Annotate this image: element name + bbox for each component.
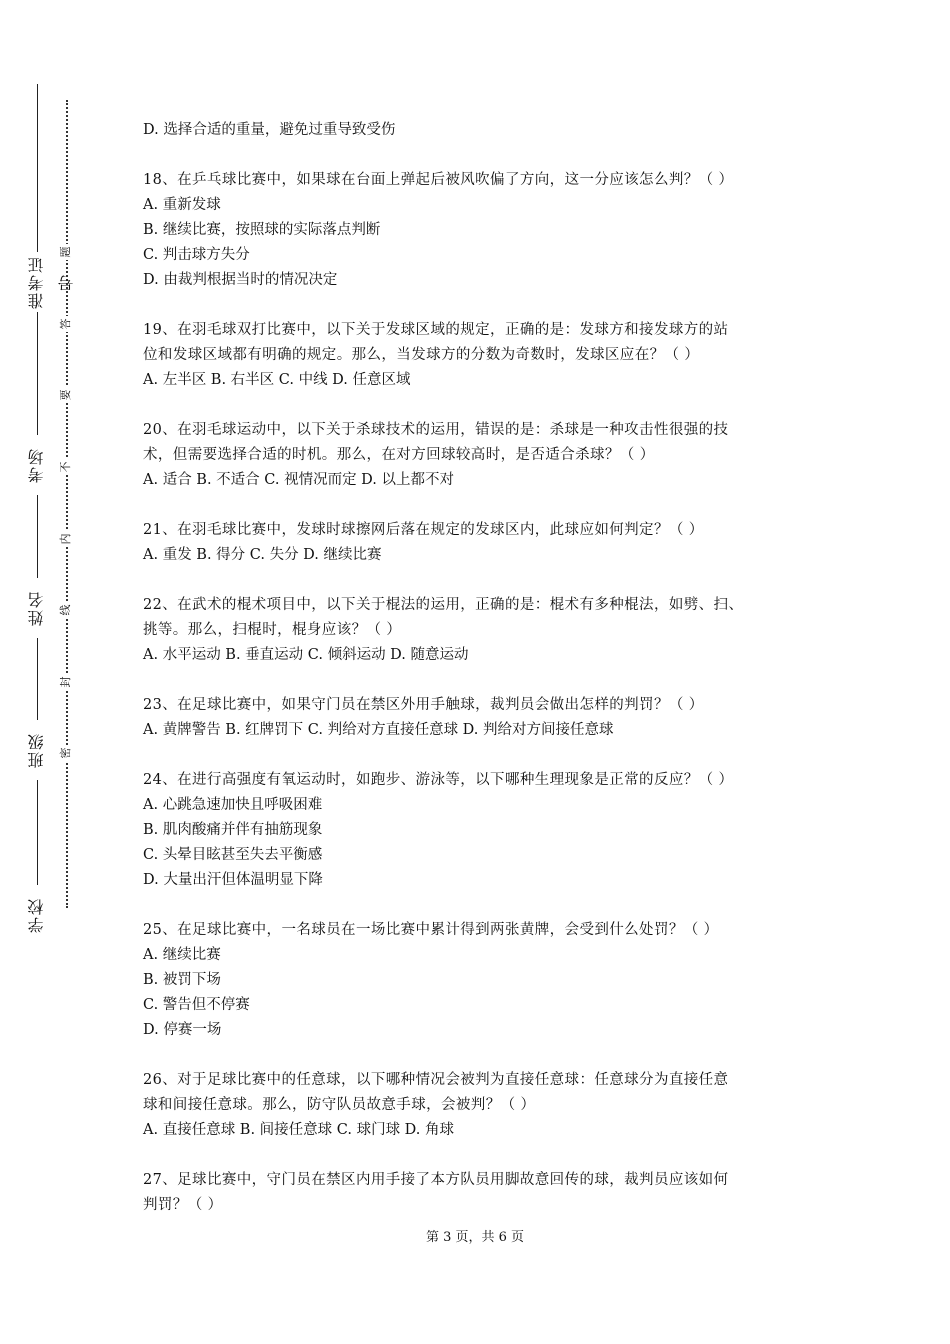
question-item <box>143 768 808 893</box>
seal-char-bu: 不 <box>57 459 75 475</box>
question-stem-line: 23、在足球比赛中，如果守门员在禁区外用手触球，裁判员会做出怎样的判罚？（ ） <box>143 697 704 713</box>
seal-char-ti: 题 <box>57 244 75 260</box>
question-stem-line: 位和发球区域都有明确的规定。那么，当发球方的分数为奇数时，发球区应在？（ ） <box>143 347 700 363</box>
answer-option: C. 头晕目眩甚至失去平衡感 <box>143 847 323 863</box>
question-content <box>143 118 808 1218</box>
question-gap <box>143 568 808 593</box>
answer-option: A. 重发 B. 得分 C. 失分 D. 继续比赛 <box>143 547 382 563</box>
school-label: 学校 <box>22 885 52 945</box>
binding-dotted-line <box>66 100 68 908</box>
question-gap <box>143 743 808 768</box>
seal-char-da: 答 <box>57 316 75 332</box>
question-item <box>143 518 808 568</box>
question-stem-line: 19、在羽毛球双打比赛中，以下关于发球区域的规定，正确的是：发球方和接发球方的站 <box>143 322 729 338</box>
question-stem-line: 21、在羽毛球比赛中，发球时球擦网后落在规定的发球区内，此球应如何判定？（ ） <box>143 522 704 538</box>
answer-option: B. 被罚下场 <box>143 972 221 988</box>
answer-option: A. 适合 B. 不适合 C. 视情况而定 D. 以上都不对 <box>143 472 455 488</box>
answer-option: D. 大量出汗但体温明显下降 <box>143 872 323 888</box>
answer-option: B. 肌肉酸痛并伴有抽筋现象 <box>143 822 323 838</box>
question-stem-line: 25、在足球比赛中，一名球员在一场比赛中累计得到两张黄牌，会受到什么处罚？（ ） <box>143 922 719 938</box>
question-item <box>143 693 808 743</box>
question-item <box>143 593 808 668</box>
question-gap <box>143 293 808 318</box>
question-list <box>143 143 808 1218</box>
question-item <box>143 1068 808 1143</box>
question-gap <box>143 493 808 518</box>
page-footer: 第 3 页，共 6 页 <box>425 1230 525 1245</box>
question-item <box>143 168 808 293</box>
answer-option: A. 水平运动 B. 垂直运动 C. 倾斜运动 D. 随意运动 <box>143 647 469 663</box>
question-gap <box>143 668 808 693</box>
binding-solid-line <box>37 84 38 922</box>
question-stem-line: 球和间接任意球。那么，防守队员故意手球，会被判？（ ） <box>143 1097 536 1113</box>
answer-option: C. 警告但不停赛 <box>143 997 250 1013</box>
answer-option: A. 继续比赛 <box>143 947 221 963</box>
seal-char-mi: 密 <box>57 745 75 761</box>
seal-char-feng: 封 <box>57 674 75 690</box>
question-stem-line: 判罚？（ ） <box>143 1197 223 1213</box>
seal-char-nei: 内 <box>57 531 75 547</box>
answer-option: A. 直接任意球 B. 间接任意球 C. 球门球 D. 角球 <box>143 1122 455 1138</box>
answer-option: D. 由裁判根据当时的情况决定 <box>143 272 338 288</box>
class-label: 班级 <box>22 720 52 780</box>
question-gap <box>143 1043 808 1068</box>
exam-room-label: 考场 <box>22 435 52 495</box>
student-name-label: 姓名 <box>22 578 52 638</box>
question-stem-line: 20、在羽毛球运动中，以下关于杀球技术的运用，错误的是：杀球是一种攻击性很强的技 <box>143 422 729 438</box>
question-item <box>143 1168 808 1218</box>
seal-char-yao: 要 <box>57 387 75 403</box>
question-gap <box>143 893 808 918</box>
answer-option: A. 黄牌警告 B. 红牌罚下 C. 判给对方直接任意球 D. 判给对方间接任意球 <box>143 722 614 738</box>
binding-margin <box>0 0 90 1344</box>
question-item <box>143 918 808 1043</box>
answer-option: D. 停赛一场 <box>143 1022 222 1038</box>
question-item <box>143 318 808 393</box>
answer-option: A. 重新发球 <box>143 197 221 213</box>
previous-option: D. 选择合适的重量，避免过重导致受伤 <box>143 122 396 138</box>
question-gap <box>143 143 808 168</box>
question-stem-line: 挑等。那么，扫棍时，棍身应该？（ ） <box>143 622 402 638</box>
question-item <box>143 418 808 493</box>
question-stem-line: 22、在武术的棍术项目中，以下关于棍法的运用，正确的是：棍术有多种棍法，如劈、扫、 <box>143 597 744 613</box>
question-stem-line: 26、对于足球比赛中的任意球，以下哪种情况会被判为直接任意球：任意球分为直接任意 <box>143 1072 729 1088</box>
question-gap <box>143 393 808 418</box>
question-stem-line: 术，但需要选择合适的时机。那么，在对方回球较高时，是否适合杀球？（ ） <box>143 447 655 463</box>
question-stem-line: 27、足球比赛中，守门员在禁区内用手接了本方队员用脚故意回传的球，裁判员应该如何 <box>143 1172 729 1188</box>
answer-option: B. 继续比赛，按照球的实际落点判断 <box>143 222 381 238</box>
question-gap <box>143 1143 808 1168</box>
exam-number-label: 准考证号 <box>22 252 52 312</box>
answer-option: A. 左半区 B. 右半区 C. 中线 D. 任意区域 <box>143 372 411 388</box>
seal-char-xian: 线 <box>57 602 75 618</box>
answer-option: A. 心跳急速加快且呼吸困难 <box>143 797 323 813</box>
answer-option: C. 判击球方失分 <box>143 247 250 263</box>
question-stem-line: 18、在乒乓球比赛中，如果球在台面上弹起后被风吹偏了方向，这一分应该怎么判？（ ） <box>143 172 734 188</box>
question-stem-line: 24、在进行高强度有氧运动时，如跑步、游泳等，以下哪种生理现象是正常的反应？（ ） <box>143 772 734 788</box>
